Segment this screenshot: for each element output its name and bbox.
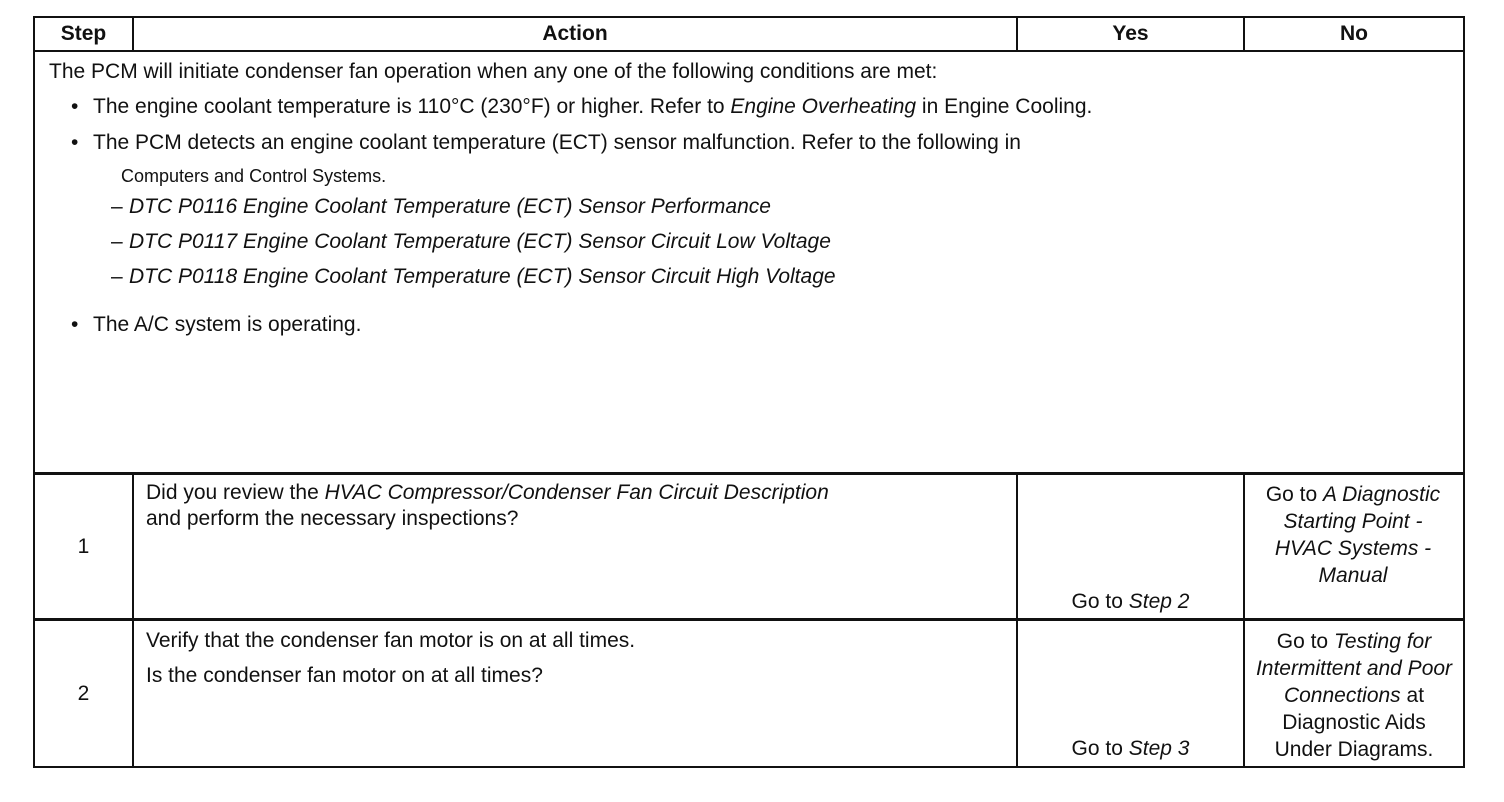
row2-step: 2: [77, 682, 90, 705]
bullet-text: The engine coolant temperature is 110°C (230°F) or higher. Refer to: [93, 95, 731, 118]
dash-glyph: –: [111, 265, 123, 288]
table-border-left: [33, 16, 35, 768]
no-prefix: Go to: [1265, 483, 1324, 506]
row2-no: [1251, 628, 1457, 763]
yes-prefix: Go to: [1071, 590, 1129, 613]
intro-lead: The PCM will initiate condenser fan operation when any one of the following conditions are met:: [49, 60, 938, 83]
header-step: Step: [60, 22, 107, 45]
no-suffix: at Diagnostic Aids Under Diagrams.: [1274, 684, 1434, 761]
row1-yes: [1018, 589, 1243, 615]
bullet-text: The PCM detects an engine coolant temperature (ECT) sensor malfunction. Refer to the following in: [93, 131, 1021, 154]
table-border-right: [1463, 16, 1465, 768]
header-action: Action: [542, 22, 608, 45]
condition-bullet: [71, 95, 1092, 119]
row-divider: [1016, 472, 1018, 768]
action-line: and perform the necessary inspections?: [146, 507, 519, 530]
action-line: [146, 480, 1006, 506]
dtc-item: [111, 195, 771, 219]
dtc-text: DTC P0118 Engine Coolant Temperature (ECT) Sensor Circuit High Voltage: [129, 265, 836, 288]
row-divider: [1243, 472, 1245, 768]
header-no: No: [1340, 22, 1368, 45]
diagnostic-table: [33, 16, 1465, 768]
bullet-text: The A/C system is operating.: [93, 313, 362, 336]
no-reference-link[interactable]: Testing for Intermittent and Poor Connections: [1255, 630, 1453, 707]
no-reference-link[interactable]: A Diagnostic Starting Point - HVAC Systems - Manual: [1274, 483, 1441, 587]
bullet-glyph: •: [71, 95, 79, 118]
row1-no: [1257, 481, 1449, 589]
dash-glyph: –: [111, 230, 123, 253]
yes-prefix: Go to: [1071, 737, 1129, 760]
table-border-bottom: [33, 766, 1465, 768]
yes-step-link[interactable]: Step 2: [1128, 590, 1190, 613]
bullet-continuation: Computers and Control Systems.: [121, 166, 387, 186]
dtc-text: DTC P0117 Engine Coolant Temperature (ECT) Sensor Circuit Low Voltage: [129, 230, 831, 253]
row1-action: [146, 480, 1006, 532]
row1-step: 1: [77, 535, 90, 558]
action-line: Is the condenser fan motor on at all times?: [146, 664, 543, 687]
row-rule: [33, 618, 1465, 621]
dtc-item: [111, 265, 836, 289]
row-divider: [132, 472, 134, 768]
action-line: Verify that the condenser fan motor is on at all times.: [146, 629, 636, 652]
bullet-glyph: •: [71, 313, 79, 336]
condition-bullet: [71, 313, 361, 337]
dash-glyph: –: [111, 195, 123, 218]
intro-rule: [33, 472, 1465, 475]
bullet-glyph: •: [71, 131, 79, 154]
row2-yes: [1018, 736, 1243, 762]
no-prefix: Go to: [1276, 630, 1334, 653]
bullet-text: in Engine Cooling.: [916, 95, 1093, 118]
cross-reference: HVAC Compressor/Condenser Fan Circuit Description: [324, 481, 829, 504]
action-text: Did you review the: [146, 481, 325, 504]
yes-step-link[interactable]: Step 3: [1128, 737, 1190, 760]
condition-bullet: [71, 131, 1021, 155]
cross-reference: Engine Overheating: [730, 95, 917, 118]
header-yes: Yes: [1112, 22, 1149, 45]
row2-action: [146, 628, 1006, 689]
dtc-text: DTC P0116 Engine Coolant Temperature (ECT) Sensor Performance: [129, 195, 771, 218]
dtc-item: [111, 230, 831, 254]
